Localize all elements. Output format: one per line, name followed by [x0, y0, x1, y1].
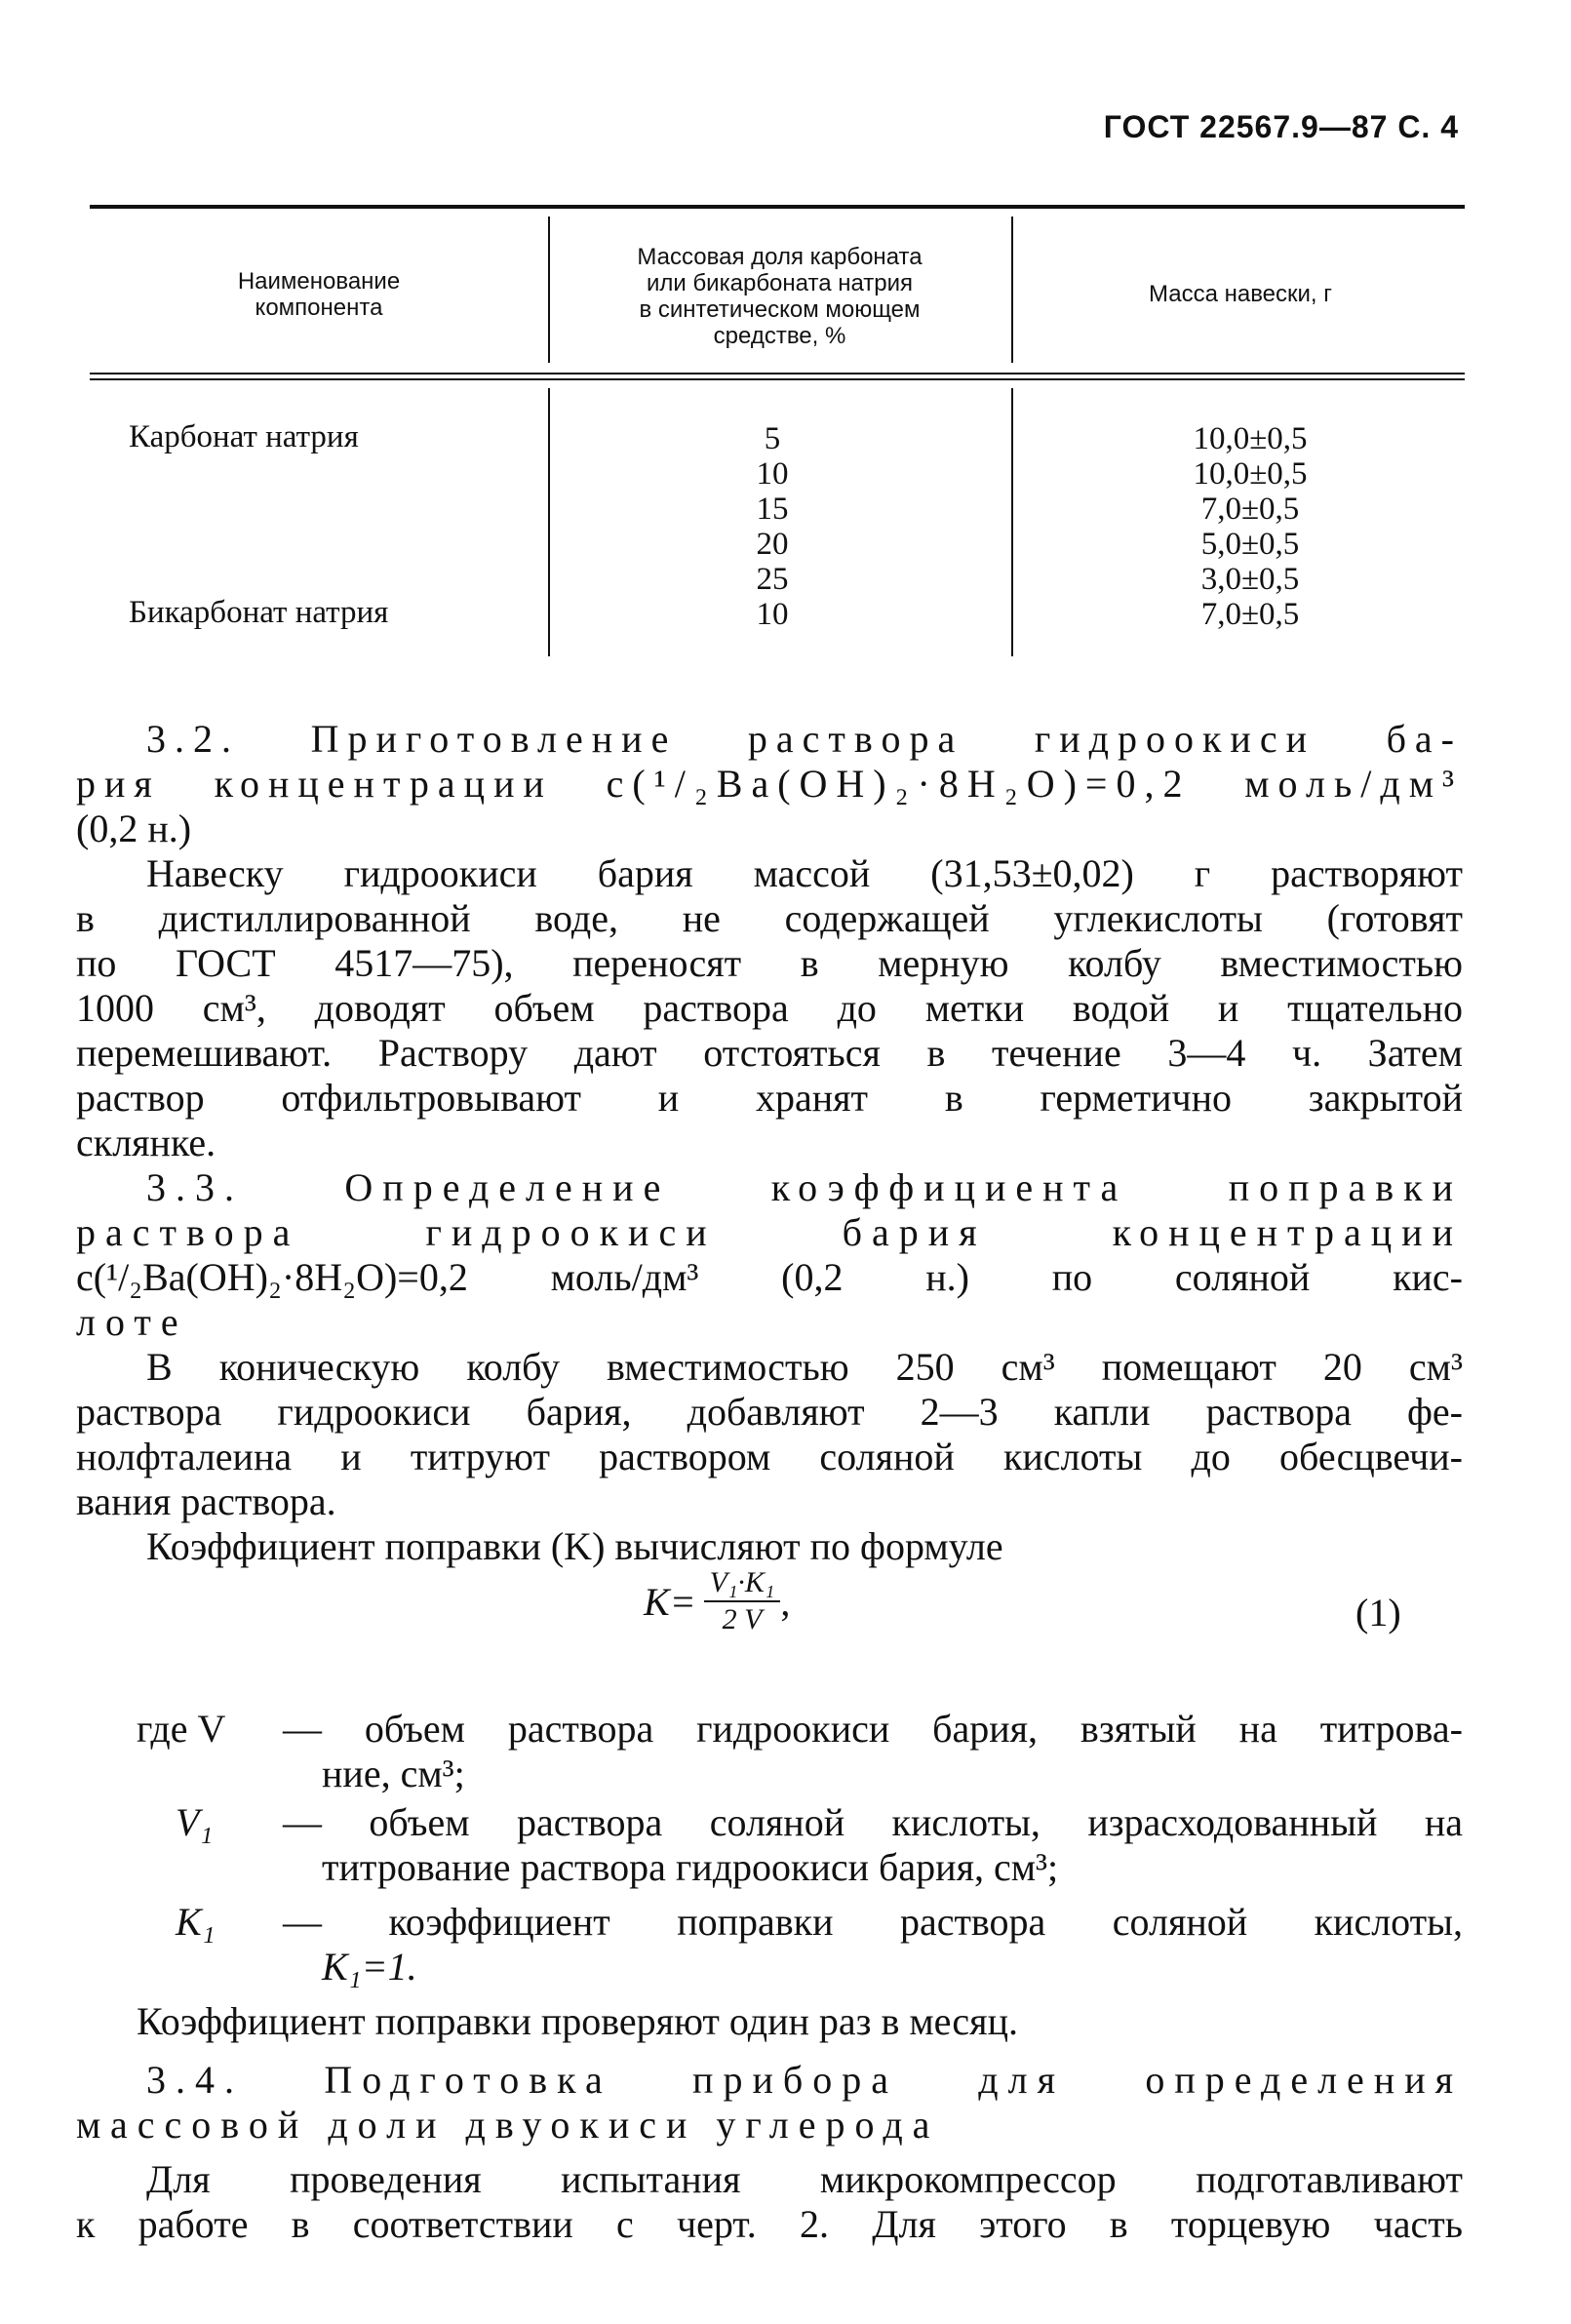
paragraph-line: Навеску гидроокиси бария массой (31,53±0,02) г растворяют	[146, 851, 1463, 895]
legend-text: ние, см³;	[322, 1752, 465, 1795]
table-fraction-value: 10	[756, 456, 789, 492]
formula-fraction	[704, 1565, 781, 1637]
legend-symbol: K₁	[176, 1900, 216, 1944]
section-3-3-title: c(¹/₂Ba(OH)₂·8H₂O)=0,2 моль/дм³ (0,2 н.) по соляной кис-	[76, 1255, 1463, 1299]
paragraph-line: раствора гидроокиси бария, добавляют 2—3 капли раствора фе-	[76, 1390, 1463, 1434]
paragraph-line: склянке.	[76, 1121, 216, 1164]
paragraph-line: перемешивают. Раствору дают отстояться в течение 3—4 ч. Затем	[76, 1031, 1463, 1075]
formula-numerator: V₁·K₁	[704, 1565, 781, 1602]
table-col-divider	[1011, 217, 1013, 363]
table-fraction-value: 15	[756, 492, 789, 527]
section-3-2-title: (0,2 н.)	[76, 807, 192, 850]
legend-text: титрование раствора гидроокиси бария, см³;	[322, 1845, 1059, 1889]
table-mass-value: 10,0±0,5	[1193, 421, 1308, 456]
paragraph-line: вания раствора.	[76, 1479, 336, 1523]
table-col-divider	[548, 388, 550, 656]
paragraph-line: нолфталеина и титруют раствором соляной кислоты до обесцвечи-	[76, 1435, 1463, 1478]
legend-text: — объем раствора гидроокиси бария, взятый на титрова-	[283, 1707, 1463, 1751]
paragraph-line: по ГОСТ 4517—75), переносят в мерную колбу вместимостью	[76, 941, 1463, 985]
formula-number: (1)	[1355, 1591, 1401, 1635]
table-header-mass: Масса навески, г	[1148, 281, 1333, 307]
table-mass-value: 7,0±0,5	[1200, 597, 1300, 632]
table-fraction-value: 10	[756, 597, 789, 632]
formula-intro: Коэффициент поправки (K) вычисляют по формуле	[146, 1524, 1003, 1568]
table-header-fraction: Массовая доля карбоната или бикарбоната натрия в синтетическом моющем средстве, %	[637, 244, 923, 349]
legend-symbol: где V	[137, 1707, 226, 1751]
paragraph-line: Для проведения испытания микрокомпрессор подготавливают	[146, 2157, 1463, 2201]
formula-lhs: K=	[644, 1579, 696, 1624]
table-mass-value: 5,0±0,5	[1200, 527, 1300, 562]
formula-denominator: 2 V	[722, 1603, 763, 1635]
table-row-name: Карбонат натрия	[129, 419, 359, 454]
paragraph-line: Коэффициент поправки проверяют один раз в месяц.	[137, 1999, 1018, 2043]
table-col-divider	[548, 217, 550, 363]
paragraph-line: 1000 см³, доводят объем раствора до метки водой и тщательно	[76, 986, 1463, 1030]
section-3-4-title: 3.4. Подготовка прибора для определения	[146, 2058, 1463, 2102]
table-fraction-value: 5	[764, 421, 781, 456]
section-3-2-title: 3.2. Приготовление раствора гидроокиси ба-	[146, 717, 1463, 761]
table-row-name: Бикарбонат натрия	[129, 595, 389, 630]
section-3-3-title: лоте	[76, 1300, 188, 1344]
legend-text: — объем раствора соляной кислоты, израсходованный на	[283, 1800, 1463, 1844]
table-col-divider	[1011, 388, 1013, 656]
table-header-rule-2	[90, 378, 1465, 380]
paragraph-line: к работе в соответствии с черт. 2. Для этого в торцевую часть	[76, 2202, 1463, 2246]
section-3-4-title: массовой доли двуокиси углерода	[76, 2103, 940, 2147]
legend-text: K₁=1.	[322, 1945, 417, 1989]
legend-symbol: V₁	[176, 1800, 214, 1844]
formula-k	[644, 1565, 790, 1637]
table-top-rule	[90, 205, 1465, 209]
section-3-3-title: раствора гидроокиси бария концентрации	[76, 1210, 1463, 1254]
table-mass-value: 3,0±0,5	[1200, 562, 1300, 597]
table-mass-value: 7,0±0,5	[1200, 492, 1300, 527]
formula-tail: ,	[780, 1579, 791, 1624]
table-mass-value: 10,0±0,5	[1193, 456, 1308, 492]
table-fraction-value: 25	[756, 562, 789, 597]
section-3-2-title: рия концентрации c(¹/₂Ba(OH)₂·8H₂O)=0,2 моль/дм³	[76, 762, 1463, 806]
table-header-rule	[90, 373, 1465, 374]
paragraph-line: раствор отфильтровывают и хранят в герметично закрытой	[76, 1076, 1463, 1120]
legend-text: — коэффициент поправки раствора соляной кислоты,	[283, 1900, 1463, 1944]
page-header: ГОСТ 22567.9—87 С. 4	[1103, 109, 1459, 144]
section-3-3-title: 3.3. Определение коэффициента поправки	[146, 1165, 1463, 1209]
paragraph-line: в дистиллированной воде, не содержащей углекислоты (готовят	[76, 896, 1463, 940]
paragraph-line: В коническую колбу вместимостью 250 см³ помещают 20 см³	[146, 1345, 1463, 1389]
table-fraction-value: 20	[756, 527, 789, 562]
table-header-component: Наименование компонента	[237, 268, 401, 321]
